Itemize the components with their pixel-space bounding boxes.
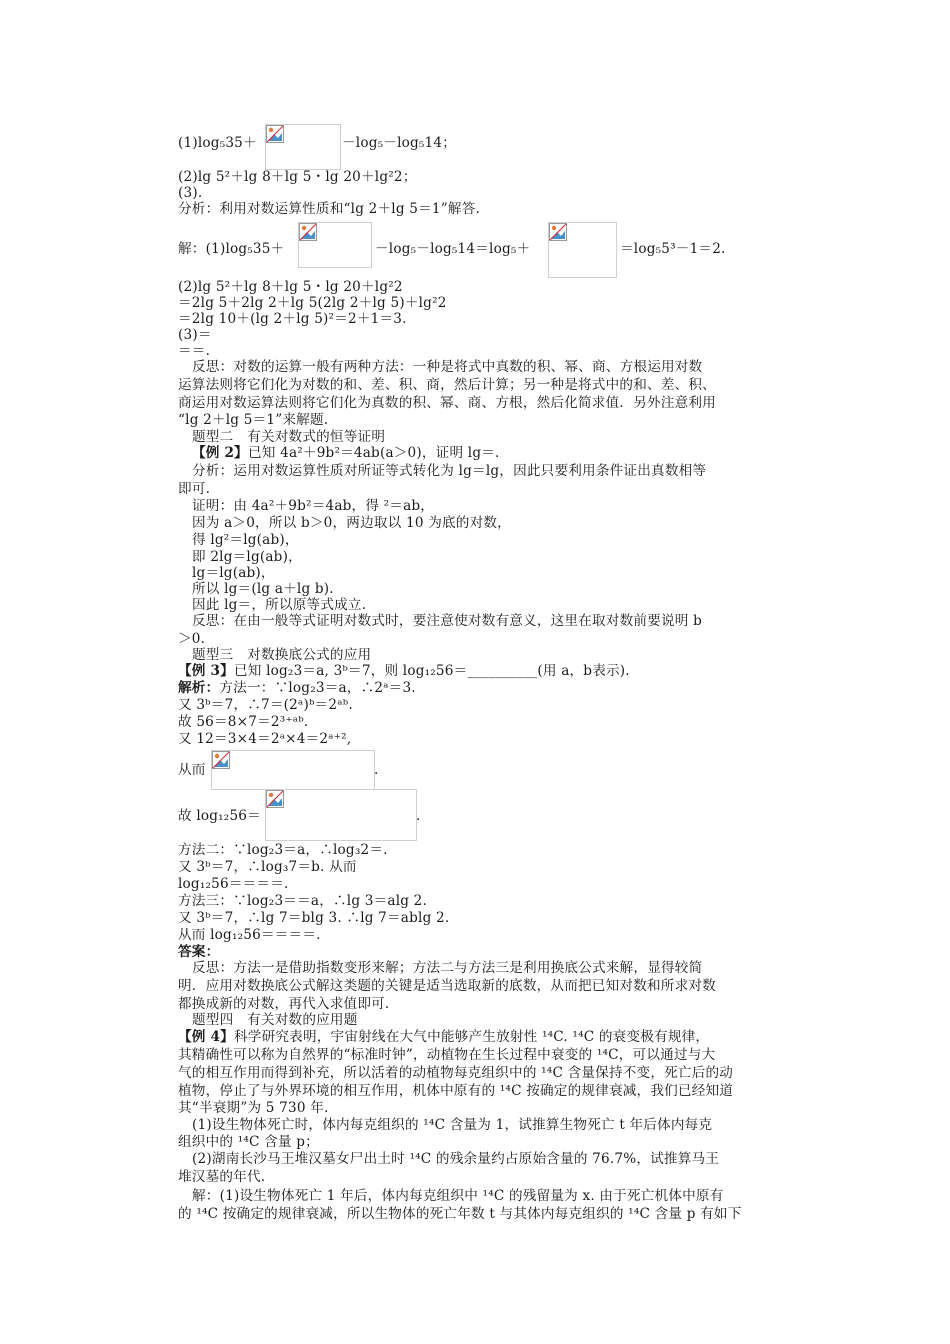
ex1-analysis: 分析：利用对数运算性质和“lg 2＋lg 5＝1”解答. [178,201,481,217]
ex1-q2-step1: (2)lg 5²＋lg 8＋lg 5・lg 20＋lg²2 [178,279,403,295]
example2-proof-line: 证明：由 4a²＋9b²＝4ab，得 ²＝ab， [192,498,435,514]
example3-reflect-line3: 都换成新的对数，再代入求值即可. [178,996,390,1012]
example2-proof-line: 因此 lg＝，所以原等式成立. [192,597,367,613]
example4-label: 【例 4】 [178,1029,234,1045]
ex1-q2: (2)lg 5²＋lg 8＋lg 5・lg 20＋lg²2； [178,169,417,185]
example3-method3-line2: 又 3ᵇ＝7，∴lg 7＝blg 3. ∴lg 7＝ablg 2. [178,910,450,926]
example2-label: 【例 2】 [192,445,248,461]
solution-label: 解析： [178,680,220,696]
ex1-solution-part3: ＝log₅5³－1＝2. [620,241,726,257]
example2-proof-line: 得 lg²＝lg(ab)， [192,532,299,548]
example3-solution-line5a: 从而 [178,762,206,778]
solution-text: 方法一：∵log₂3＝a，∴2ᵃ＝3. [219,680,416,696]
reflect-1-line2: 运算法则将它们化为对数的和、差、积、商，然后计算；另一种是将式中的和、差、积、 [178,377,716,393]
example4-solution-line2: 的 ¹⁴C 按确定的规律衰减，所以生物体的死亡年数 t 与其体内每克组织的 ¹⁴C 含量 p 有如下 [178,1206,742,1222]
example3-solution-line1 [178,680,416,697]
example2-proof-line: 所以 lg＝(lg a＋lg b). [192,581,334,597]
example4-q1-line1: (1)设生物体死亡时，体内每克组织的 ¹⁴C 含量为 1，试推算生物死亡 t 年后体内每克 [192,1117,713,1133]
reflect-1-line1: 反思：对数的运算一般有两种方法：一种是将式中真数的积、幂、商、方根运用对数 [192,359,703,375]
example3-method3-line3: 从而 log₁₂56＝＝＝＝. [178,927,321,943]
example2-analysis-line1: 分析：运用对数运算性质对所证等式转化为 lg＝lg，因此只要利用条件证出真数相等 [192,463,707,479]
formula-image [298,222,372,268]
example3-method2-line2: 又 3ᵇ＝7，∴log₃7＝b. 从而 [178,859,357,875]
example2-proof-line: 因为 a＞0，所以 b＞0，两边取以 10 为底的对数， [192,515,511,531]
example3-solution-line6b: . [416,808,421,824]
example3-method2-line1: 方法二：∵log₂3＝a，∴log₃2＝. [178,842,388,858]
example3-text: 已知 log₂3＝a, 3ᵇ＝7，则 log₁₂56＝__________(用 a，b表示). [233,663,630,679]
type4-heading: 题型四 有关对数的应用题 [192,1012,358,1028]
ex1-solution-part2: －log₅－log₅14＝log₅＋ [375,241,531,257]
example4-line1 [178,1029,709,1046]
example2-proof-line: 即 2lg＝lg(ab)， [192,549,302,565]
example2-proof-line: lg＝lg(ab)， [192,565,275,581]
ex1-q3-step1: (3)＝ [178,327,212,343]
example4-line3: 气的相互作用而得到补充，所以活着的动植物每克组织中的 ¹⁴C 含量保持不变，死亡后的动 [178,1065,734,1081]
broken-image-icon [266,125,284,143]
example4-solution-line1: 解：(1)设生物体死亡 1 年后，体内每克组织中 ¹⁴C 的残留量为 x. 由于死亡机体中原有 [192,1188,724,1204]
example3-method3-line1: 方法三：∵log₂3＝＝a，∴lg 3＝alg 2. [178,893,428,909]
answer-label: 答案： [178,944,220,960]
example4-text: 科学研究表明，宇宙射线在大气中能够产生放射性 ¹⁴C. ¹⁴C 的衰变极有规律， [233,1029,710,1045]
type2-heading: 题型二 有关对数式的恒等证明 [192,429,386,445]
example3-solution-line2: 又 3ᵇ＝7，∴7＝(2ᵃ)ᵇ＝2ᵃᵇ. [178,697,353,713]
example4-q2-line2: 堆汉墓的年代. [178,1169,266,1185]
type3-heading: 题型三 对数换底公式的应用 [192,647,372,663]
formula-image [265,789,417,841]
example4-q1-line2: 组织中的 ¹⁴C 含量 p； [178,1134,319,1150]
example3-reflect-line2: 明．应用对数换底公式解这类题的关键是适当选取新的底数，从而把已知对数和所求对数 [178,978,716,994]
ex1-solution-part1: 解：(1)log₅35＋ [178,241,285,257]
ex1-q3: (3). [178,185,203,201]
formula-image [265,124,341,170]
example3-solution-line5b: . [374,762,379,778]
example2-statement [192,445,500,462]
example3-statement [178,663,630,680]
example4-q2-line1: (2)湖南长沙马王堆汉墓女尸出土时 ¹⁴C 的残余量约占原始含量的 76.7%，试推算马王 [192,1151,720,1167]
example3-solution-line3: 故 56＝8×7＝2³⁺ᵃᵇ. [178,714,309,730]
ex1-q2-step2: ＝2lg 5＋2lg 2＋lg 5(2lg 2＋lg 5)＋lg²2 [178,295,447,311]
example2-reflect-line2: ＞0. [178,631,206,647]
example2-reflect-line1: 反思：在由一般等式证明对数式时，要注意使对数有意义，这里在取对数前要说明 b [192,613,702,629]
broken-image-icon [299,223,317,241]
example4-line2: 其精确性可以称为自然界的“标准时钟”，动植物在生长过程中衰变的 ¹⁴C，可以通过与大 [178,1047,716,1063]
example4-line4: 植物，停止了与外界环境的相互作用，机体中原有的 ¹⁴C 按确定的规律衰减，我们已经知道 [178,1083,734,1099]
example4-line5: 其“半衰期”为 5 730 年. [178,1100,329,1116]
ex1-q1-part2: －log₅－log₅14； [342,135,457,151]
example3-method2-line3: log₁₂56＝＝＝＝. [178,876,289,892]
ex1-q3-step2: ＝＝. [178,343,211,359]
example3-label: 【例 3】 [178,663,234,679]
ex1-q1-part1: (1)log₅35＋ [178,135,257,151]
example2-text: 已知 4a²＋9b²＝4ab(a＞0)，证明 lg＝. [247,445,500,461]
example3-solution-line4: 又 12＝3×4＝2ᵃ×4＝2ᵃ⁺², [178,731,352,747]
example3-solution-line6a: 故 log₁₂56＝ [178,808,261,824]
formula-image [548,222,617,278]
broken-image-icon [266,790,284,808]
ex1-q2-step3: ＝2lg 10＋(lg 2＋lg 5)²＝2＋1＝3. [178,311,407,327]
reflect-1-line3: 商运用对数运算法则将它们化为真数的积、幂、商、方根，然后化简求值．另外注意利用 [178,395,716,411]
broken-image-icon [549,223,567,241]
reflect-1-line4: “lg 2＋lg 5＝1”来解题. [178,412,329,428]
formula-image [211,750,375,790]
example2-analysis-line2: 即可. [178,481,211,497]
example3-reflect-line1: 反思：方法一是借助指数变形来解；方法二与方法三是利用换底公式来解，显得较简 [192,960,703,976]
broken-image-icon [212,751,230,769]
